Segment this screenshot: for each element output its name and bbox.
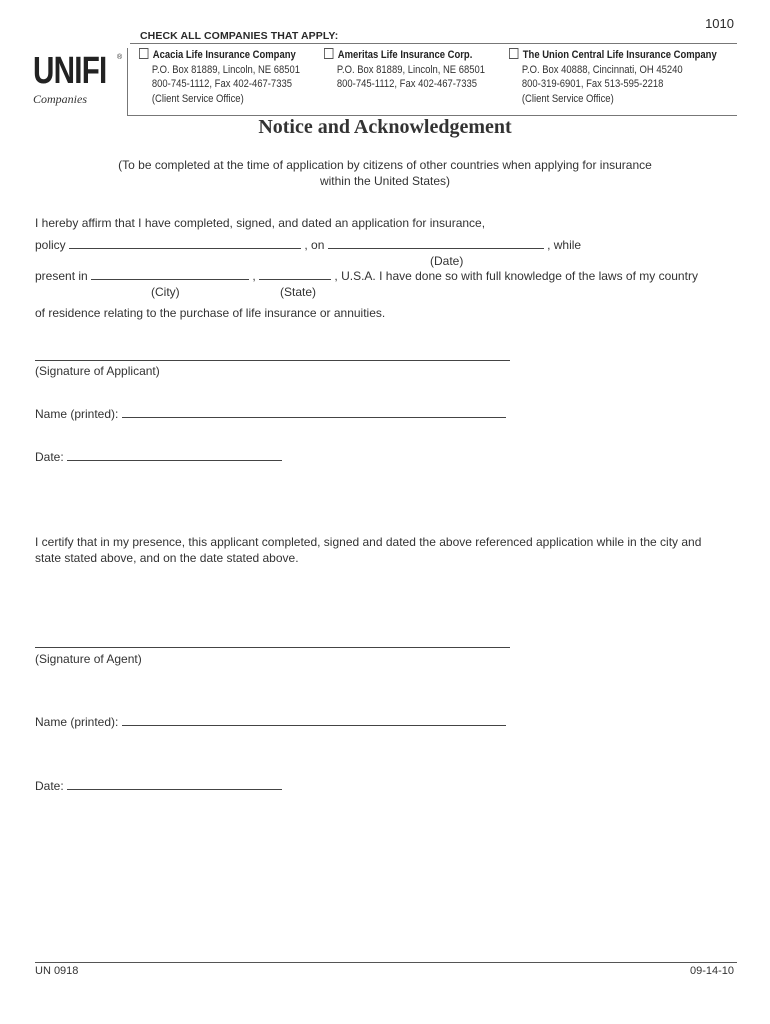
form-number: 1010: [705, 16, 734, 31]
applicant-date-row: [35, 450, 282, 464]
city-caption: (City): [151, 285, 180, 299]
page-title: Notice and Acknowledgement: [258, 116, 512, 138]
applicant-name-row: [35, 407, 506, 421]
date-caption: (Date): [430, 254, 464, 268]
applicant-date-label: Date:: [35, 450, 64, 464]
present-label: present in: [35, 269, 88, 283]
certify-line-2: state stated above, and on the date stated above.: [35, 551, 299, 565]
company-note: (Client Service Office): [151, 92, 244, 105]
unifi-logo: [33, 52, 127, 107]
company-phone: 800-745-1112, Fax 402-467-7335: [336, 78, 477, 90]
on-label: , on: [304, 238, 325, 252]
revision-date: 09-14-10: [689, 965, 734, 977]
checkbox-ameritas[interactable]: [324, 48, 333, 59]
applicant-signature-line[interactable]: [35, 360, 510, 361]
comma: ,: [252, 269, 256, 283]
logo-registered-mark: ®: [117, 54, 123, 61]
company-phone: 800-319-6901, Fax 513-595-2218: [521, 78, 664, 90]
instructions: [90, 157, 680, 189]
company-union-central: [509, 48, 717, 106]
company-name: Ameritas Life Insurance Corp.: [337, 49, 473, 61]
agent-date-label: Date:: [35, 779, 64, 793]
header-rule: [130, 43, 737, 44]
logo-wordmark: UNIFI: [33, 50, 107, 92]
city-field[interactable]: [91, 269, 249, 280]
logo-subtitle: Companies: [33, 92, 87, 106]
applicant-date-field[interactable]: [67, 450, 282, 461]
policy-field[interactable]: [69, 238, 301, 249]
company-name: The Union Central Life Insurance Company: [522, 49, 717, 61]
agent-name-field[interactable]: [122, 715, 506, 726]
company-ameritas: [324, 48, 485, 92]
check-all-heading: CHECK ALL COMPANIES THAT APPLY:: [140, 30, 339, 42]
agent-signature-caption: (Signature of Agent): [35, 652, 142, 666]
agent-name-row: [35, 715, 506, 729]
logo-divider: [127, 48, 128, 116]
company-phone: 800-745-1112, Fax 402-467-7335: [151, 78, 292, 90]
agent-date-row: [35, 779, 282, 793]
usa-text: , U.S.A. I have done so with full knowledge of the laws of my country: [334, 269, 698, 283]
applicant-signature-caption: (Signature of Applicant): [35, 364, 160, 378]
state-field[interactable]: [259, 269, 331, 280]
state-caption: (State): [280, 285, 317, 299]
certify-line-1: I certify that in my presence, this applicant completed, signed and dated the above referenced application while in the city and: [35, 535, 702, 549]
company-note: (Client Service Office): [521, 92, 614, 105]
footer-rule: [35, 962, 737, 963]
checkbox-acacia[interactable]: [139, 48, 148, 59]
affirm-line-2: [35, 238, 581, 252]
applicant-name-field[interactable]: [122, 407, 506, 418]
company-address: P.O. Box 40888, Cincinnati, OH 45240: [521, 63, 683, 76]
affirm-line-4: of residence relating to the purchase of life insurance or annuities.: [35, 306, 386, 320]
policy-label: policy: [35, 238, 66, 252]
company-address: P.O. Box 81889, Lincoln, NE 68501: [336, 63, 486, 76]
agent-name-label: Name (printed):: [35, 715, 119, 729]
instructions-line-1: (To be completed at the time of application by citizens of other countries when applying for insurance: [118, 158, 652, 172]
applicant-name-label: Name (printed):: [35, 407, 119, 421]
instructions-line-2: within the United States): [319, 174, 451, 188]
affirm-line-1: I hereby affirm that I have completed, signed, and dated an application for insurance,: [35, 216, 486, 230]
company-acacia: [139, 48, 300, 106]
company-name: Acacia Life Insurance Company: [152, 49, 296, 61]
agent-signature-line[interactable]: [35, 647, 510, 648]
while-label: , while: [547, 238, 582, 252]
company-address: P.O. Box 81889, Lincoln, NE 68501: [151, 63, 301, 76]
agent-date-field[interactable]: [67, 779, 282, 790]
affirm-line-3: [35, 269, 698, 283]
form-code: UN 0918: [35, 965, 79, 977]
date-field[interactable]: [328, 238, 544, 249]
checkbox-union-central[interactable]: [509, 48, 518, 59]
